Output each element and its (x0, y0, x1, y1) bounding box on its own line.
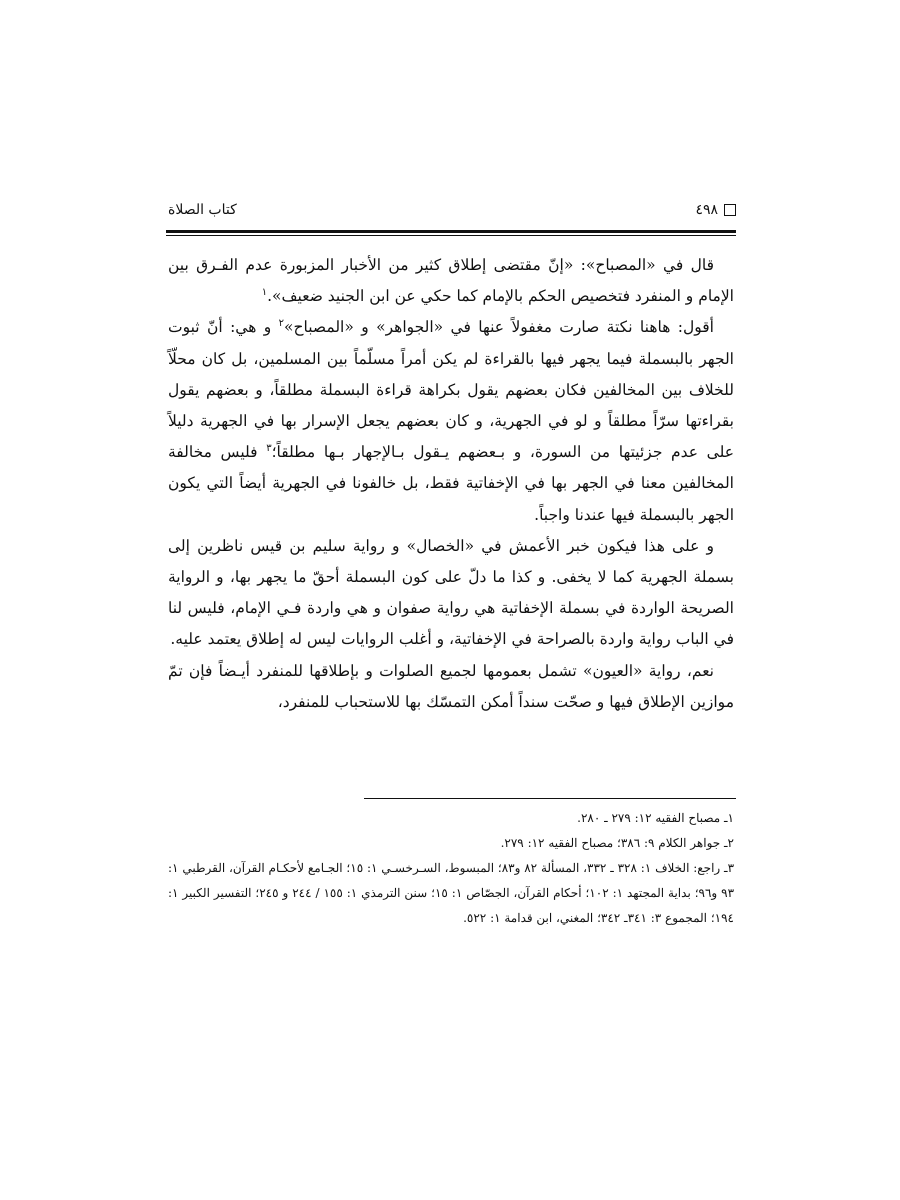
paragraph-text: نعم، رواية «العيون» تشمل بعمومها لجميع الصلوات و بإطلاقها للمنفرد أيـضاً فإن تمّ موازين الإطلاق فيها و صحّت سنداً أمكن التمسّك بها للاستحباب للمنفرد، (168, 661, 734, 711)
page-number-block (695, 202, 736, 218)
paragraph-text: قال في «المصباح»: «إنّ مقتضى إطلاق كثير من الأخبار المزبورة عدم الفـرق بين الإمام و المنفرد فتخصيص الحكم بالإمام كما حكي عن ابن الجنيد ضعيف». (168, 256, 734, 306)
paragraph-4 (168, 656, 734, 718)
paragraph-text: و على هذا فيكون خبر الأعمش في «الخصال» و رواية سليم بن قيس ناظرين إلى بسملة الجهرية كما لا يخفى. و كذا ما دلّ على كون البسملة أحقّ ما يجهر بها، و الرواية الصريحة الواردة في بسملة الإخفاتية هي رواية صفوان و هي واردة فـي الإمام، فليس لنا في الباب رواية واردة بالصراحة في الإخفاتية، و أغلب الروايات ليس له إطلاق يعتمد عليه. (168, 536, 734, 649)
paragraph-3 (168, 531, 734, 656)
paragraph-text: فليس مخالفة المخالفين معنا في الجهر بها في الإخفاتية فقط، بل خالفونا في الجهرية أيضاً التي يكون الجهر بالبسملة فيها عندنا واجباً. (168, 443, 734, 524)
header-rule-thin (166, 235, 736, 236)
footnote-3: ٣ـ راجع: الخلاف ١: ٣٢٨ ـ ٣٣٢، المسألة ٨٢ و٨٣؛ المبسوط، السـرخسـي ١: ١٥؛ الجـامع لأحكـام القرآن، القرطبي ١: ٩٣ و٩٦؛ بداية المجتهد ١: ١٠٢؛ أحكام القرآن، الجصّاص ١: ١٥؛ سنن الترمذي ١: ١٥٥ / ٢٤٤ و ٢٤٥؛ التفسير الكبير ١: ١٩٤؛ المجموع ٣: ٣٤١ـ ٣٤٢؛ المغني، ابن قدامة ١: ٥٢٢. (168, 861, 735, 925)
footnotes (168, 806, 734, 931)
square-icon (724, 204, 736, 216)
footnote-ref[interactable]: ٣ (266, 443, 272, 455)
footnote-ref[interactable]: ٢ (278, 318, 285, 330)
paragraph-text: و هي: أنّ ثبوت الجهر بالبسملة فيما يجهر فيها بالقراءة لم يكن أمراً مسلّماً بين المسلمين، بل كان محلّاً للخلاف بين المخالفين فكان بعضهم يقول بكراهة قراءة البسملة مطلقاً، و بعضهم يقول بقراءتها سرّاً مطلقاً و لو في الجهرية، و كان بعضهم يجعل الإسرار بها في الجهرية دليلاً على عدم جزئيتها من السورة، و بـعضهم يـقول بـالإجهار بـها مطلقاً؛ (168, 318, 734, 462)
paragraph-text: أقول: هاهنا نكتة صارت مغفولاً عنها في «الجواهر» و «المصباح» (284, 318, 714, 337)
footnote-2: ٢ـ جواهر الكلام ٩: ٣٨٦؛ مصباح الفقيه ١٢: ٢٧٩. (500, 836, 734, 850)
page-header (168, 198, 736, 224)
paragraph-1 (168, 250, 734, 312)
footnote-ref[interactable]: ١ (261, 287, 268, 299)
book-title: كتاب الصلاة (168, 202, 237, 218)
footnote-separator (364, 798, 736, 799)
footnote-1: ١ـ مصباح الفقيه ١٢: ٢٧٩ ـ ٢٨٠. (577, 811, 734, 825)
header-rule-thick (166, 230, 736, 233)
page-number: ٤٩٨ (695, 202, 718, 218)
main-text (168, 250, 734, 718)
paragraph-2 (168, 312, 734, 530)
